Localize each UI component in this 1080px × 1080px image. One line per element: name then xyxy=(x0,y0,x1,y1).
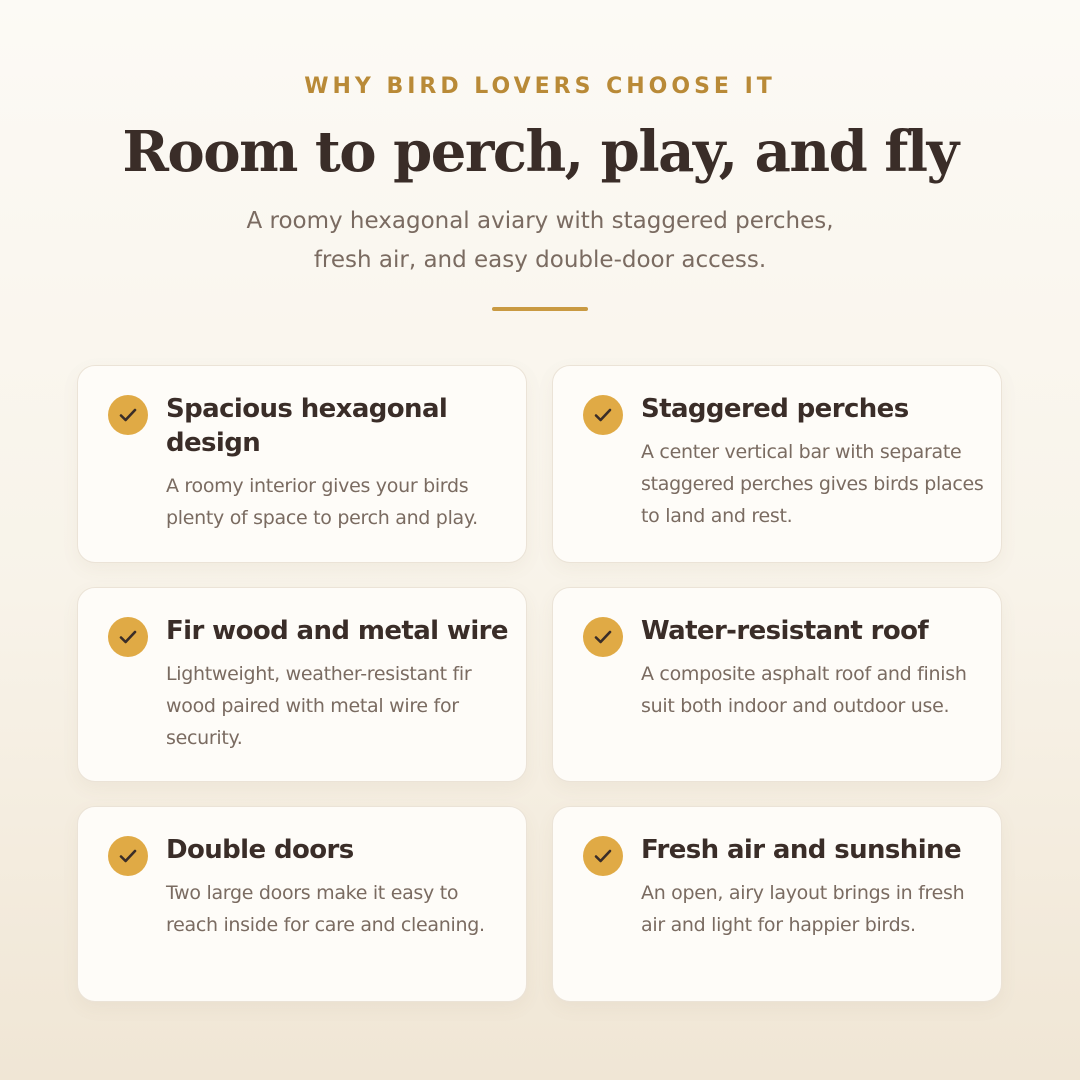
page-title: Room to perch, play, and fly xyxy=(122,119,958,185)
feature-description: Two large doors make it easy to reach inside for care and cleaning. xyxy=(166,882,485,936)
feature-card-double-doors xyxy=(77,806,527,1002)
feature-card-spacious-design xyxy=(77,365,527,563)
feature-description: A composite asphalt roof and finish suit both indoor and outdoor use. xyxy=(641,663,967,717)
feature-title: Fresh air and sunshine xyxy=(641,835,961,865)
feature-description: A roomy interior gives your birds plenty of space to perch and play. xyxy=(166,475,478,529)
feature-title: Staggered perches xyxy=(641,394,909,424)
check-icon xyxy=(108,395,148,435)
title-divider xyxy=(492,307,588,311)
feature-description: A center vertical bar with separate staggered perches gives birds places to land and rest. xyxy=(641,441,984,527)
check-icon xyxy=(108,617,148,657)
feature-title: Water-resistant roof xyxy=(641,616,929,646)
check-icon xyxy=(108,836,148,876)
feature-description: Lightweight, weather-resistant fir wood paired with metal wire for security. xyxy=(166,663,472,749)
check-icon xyxy=(583,617,623,657)
feature-card-water-resistant-roof xyxy=(552,587,1002,782)
feature-title: Double doors xyxy=(166,835,354,865)
page-subtitle: A roomy hexagonal aviary with staggered perches, fresh air, and easy double-door access. xyxy=(246,208,834,273)
feature-title: Fir wood and metal wire xyxy=(166,616,508,646)
feature-card-fresh-air xyxy=(552,806,1002,1002)
feature-card-fir-wood xyxy=(77,587,527,782)
feature-description: An open, airy layout brings in fresh air and light for happier birds. xyxy=(641,882,965,936)
feature-card-staggered-perches xyxy=(552,365,1002,563)
check-icon xyxy=(583,395,623,435)
check-icon xyxy=(583,836,623,876)
eyebrow-label: WHY BIRD LOVERS CHOOSE IT xyxy=(304,74,776,99)
feature-title: Spacious hexagonal design xyxy=(166,394,448,458)
